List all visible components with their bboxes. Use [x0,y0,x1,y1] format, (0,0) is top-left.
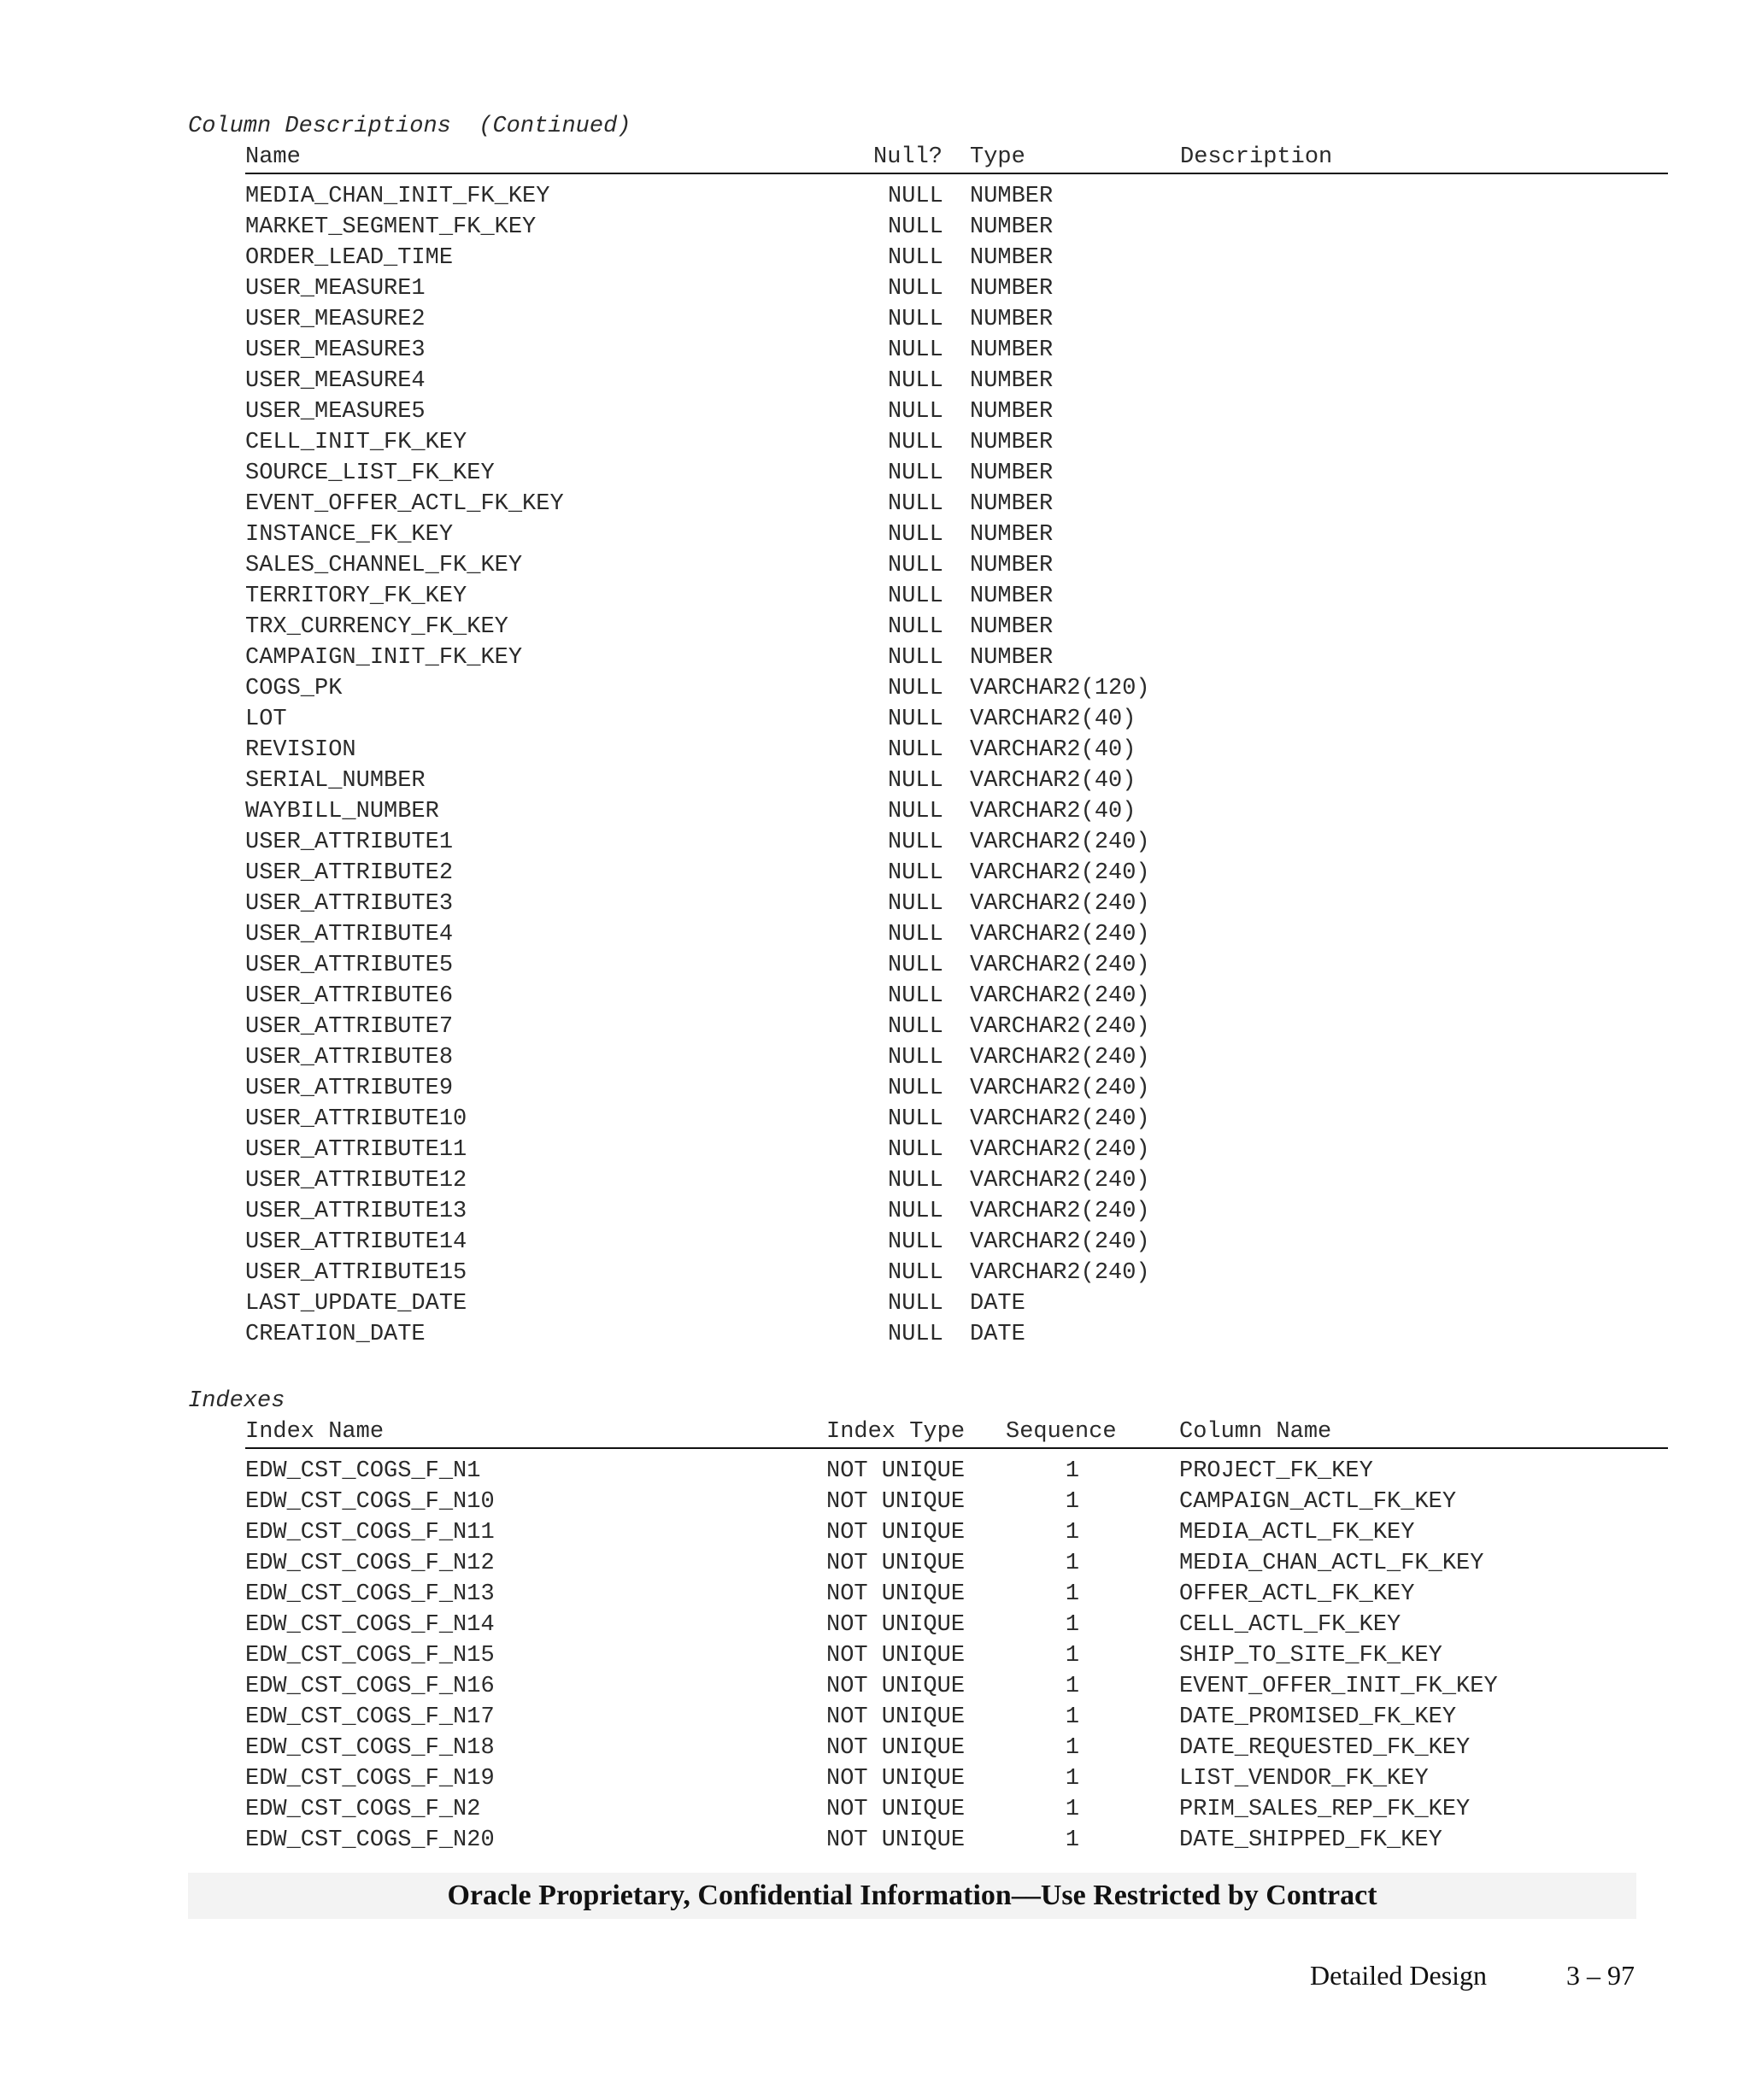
index-column-name: EVENT_OFFER_INIT_FK_KEY [1179,1674,1498,1699]
index-column-name: DATE_SHIPPED_FK_KEY [1179,1827,1442,1853]
column-type: NUMBER [970,430,1054,455]
column-type: VARCHAR2(40) [970,707,1136,732]
column-row [245,1258,1668,1288]
column-row [245,919,1668,950]
column-row [245,581,1668,612]
column-type: VARCHAR2(240) [970,1076,1150,1101]
column-null: NULL [888,768,943,794]
column-row [245,519,1668,550]
column-name: EVENT_OFFER_ACTL_FK_KEY [245,491,564,517]
column-null: NULL [888,307,943,332]
column-row [245,981,1668,1012]
column-name: USER_ATTRIBUTE2 [245,860,454,886]
column-row [245,642,1668,673]
index-row [245,1548,1668,1579]
column-row [245,458,1668,489]
index-sequence: 1 [1065,1674,1080,1699]
column-null: NULL [888,737,943,763]
column-row [245,273,1668,304]
column-row [245,1073,1668,1104]
column-row [245,181,1668,212]
column-table-header [245,142,1668,174]
column-name: USER_MEASURE3 [245,337,426,363]
index-type: NOT UNIQUE [826,1704,966,1730]
column-null: NULL [888,1260,943,1286]
column-name: USER_ATTRIBUTE9 [245,1076,454,1101]
index-column-name: LIST_VENDOR_FK_KEY [1179,1766,1429,1792]
column-type: VARCHAR2(40) [970,768,1136,794]
index-type: NOT UNIQUE [826,1827,966,1853]
column-type: VARCHAR2(120) [970,676,1150,701]
index-type: NOT UNIQUE [826,1458,966,1484]
column-name: WAYBILL_NUMBER [245,799,439,824]
column-table-body [245,181,1668,1350]
column-type: NUMBER [970,214,1054,240]
index-row [245,1456,1668,1487]
column-type: VARCHAR2(240) [970,830,1150,855]
column-null: NULL [888,1168,943,1194]
column-type: NUMBER [970,399,1054,425]
column-type: VARCHAR2(240) [970,983,1150,1009]
column-name: USER_ATTRIBUTE7 [245,1014,454,1040]
column-null: NULL [888,399,943,425]
column-name: SALES_CHANNEL_FK_KEY [245,553,523,578]
column-null: NULL [888,1045,943,1071]
index-type: NOT UNIQUE [826,1489,966,1515]
index-name: EDW_CST_COGS_F_N15 [245,1643,495,1669]
column-name: CREATION_DATE [245,1322,426,1347]
column-null: NULL [888,1014,943,1040]
index-sequence: 1 [1065,1551,1080,1576]
index-name: EDW_CST_COGS_F_N16 [245,1674,495,1699]
header-name: Name [245,144,301,170]
index-table-header [245,1417,1668,1449]
column-null: NULL [888,1291,943,1317]
column-name: ORDER_LEAD_TIME [245,245,454,271]
column-name: LOT [245,707,287,732]
header-sequence: Sequence [1006,1419,1117,1445]
header-type: Type [970,144,1025,170]
index-type: NOT UNIQUE [826,1674,966,1699]
index-sequence: 1 [1065,1612,1080,1638]
column-type: NUMBER [970,522,1054,548]
column-row [245,489,1668,519]
column-null: NULL [888,1076,943,1101]
column-name: USER_ATTRIBUTE4 [245,922,454,947]
column-type: VARCHAR2(240) [970,1199,1150,1224]
column-row [245,827,1668,858]
column-null: NULL [888,799,943,824]
index-row [245,1517,1668,1548]
column-null: NULL [888,1106,943,1132]
column-type: VARCHAR2(240) [970,1106,1150,1132]
column-name: USER_ATTRIBUTE10 [245,1106,467,1132]
column-row [245,950,1668,981]
header-column-name: Column Name [1179,1419,1332,1445]
index-row [245,1610,1668,1640]
column-null: NULL [888,922,943,947]
column-row [245,1196,1668,1227]
column-row [245,1042,1668,1073]
index-type: NOT UNIQUE [826,1766,966,1792]
index-name: EDW_CST_COGS_F_N17 [245,1704,495,1730]
column-null: NULL [888,460,943,486]
index-type: NOT UNIQUE [826,1643,966,1669]
index-row [245,1794,1668,1825]
column-name: USER_ATTRIBUTE1 [245,830,454,855]
index-name: EDW_CST_COGS_F_N14 [245,1612,495,1638]
column-type: NUMBER [970,614,1054,640]
index-column-name: DATE_REQUESTED_FK_KEY [1179,1735,1471,1761]
column-null: NULL [888,1137,943,1163]
column-name: USER_ATTRIBUTE3 [245,891,454,917]
column-null: NULL [888,214,943,240]
column-row [245,335,1668,366]
column-row [245,243,1668,273]
column-null: NULL [888,337,943,363]
column-row [245,796,1668,827]
column-row [245,1135,1668,1165]
column-type: VARCHAR2(240) [970,1137,1150,1163]
column-name: COGS_PK [245,676,343,701]
index-type: NOT UNIQUE [826,1612,966,1638]
column-name: USER_ATTRIBUTE8 [245,1045,454,1071]
column-row [245,212,1668,243]
column-name: REVISION [245,737,356,763]
column-null: NULL [888,1199,943,1224]
column-type: VARCHAR2(240) [970,891,1150,917]
column-type: VARCHAR2(240) [970,953,1150,978]
column-type: NUMBER [970,337,1054,363]
index-name: EDW_CST_COGS_F_N1 [245,1458,481,1484]
column-name: INSTANCE_FK_KEY [245,522,454,548]
column-row [245,766,1668,796]
column-type: NUMBER [970,245,1054,271]
column-row [245,612,1668,642]
column-type: VARCHAR2(40) [970,799,1136,824]
index-name: EDW_CST_COGS_F_N11 [245,1520,495,1546]
column-type: VARCHAR2(240) [970,1045,1150,1071]
index-sequence: 1 [1065,1827,1080,1853]
column-name: USER_ATTRIBUTE12 [245,1168,467,1194]
column-row [245,1104,1668,1135]
index-column-name: CAMPAIGN_ACTL_FK_KEY [1179,1489,1457,1515]
column-type: NUMBER [970,276,1054,302]
column-type: NUMBER [970,460,1054,486]
index-column-name: CELL_ACTL_FK_KEY [1179,1612,1401,1638]
column-null: NULL [888,953,943,978]
column-type: NUMBER [970,645,1054,671]
header-index-type: Index Type [826,1419,966,1445]
column-type: VARCHAR2(240) [970,860,1150,886]
column-null: NULL [888,522,943,548]
index-name: EDW_CST_COGS_F_N18 [245,1735,495,1761]
indexes-table [245,1417,1668,1856]
column-null: NULL [888,276,943,302]
column-name: USER_ATTRIBUTE11 [245,1137,467,1163]
column-type: NUMBER [970,307,1054,332]
column-type: VARCHAR2(240) [970,1229,1150,1255]
column-type: NUMBER [970,553,1054,578]
column-name: USER_MEASURE1 [245,276,426,302]
index-name: EDW_CST_COGS_F_N10 [245,1489,495,1515]
index-type: NOT UNIQUE [826,1797,966,1822]
column-name: LAST_UPDATE_DATE [245,1291,467,1317]
column-null: NULL [888,707,943,732]
index-sequence: 1 [1065,1797,1080,1822]
column-row [245,550,1668,581]
index-column-name: DATE_PROMISED_FK_KEY [1179,1704,1457,1730]
index-sequence: 1 [1065,1766,1080,1792]
column-null: NULL [888,983,943,1009]
column-row [245,673,1668,704]
index-sequence: 1 [1065,1643,1080,1669]
column-type: NUMBER [970,184,1054,209]
index-name: EDW_CST_COGS_F_N13 [245,1581,495,1607]
column-type: VARCHAR2(240) [970,922,1150,947]
column-null: NULL [888,430,943,455]
column-row [245,1227,1668,1258]
index-row [245,1640,1668,1671]
column-null: NULL [888,245,943,271]
column-row [245,427,1668,458]
column-null: NULL [888,860,943,886]
column-name: USER_ATTRIBUTE6 [245,983,454,1009]
column-null: NULL [888,1229,943,1255]
column-type: VARCHAR2(40) [970,737,1136,763]
index-type: NOT UNIQUE [826,1581,966,1607]
column-row [245,1288,1668,1319]
column-row [245,1319,1668,1350]
column-type: NUMBER [970,368,1054,394]
index-column-name: PROJECT_FK_KEY [1179,1458,1373,1484]
column-name: SERIAL_NUMBER [245,768,426,794]
header-null: Null? [873,144,943,170]
header-index-name: Index Name [245,1419,385,1445]
index-type: NOT UNIQUE [826,1520,966,1546]
index-column-name: MEDIA_ACTL_FK_KEY [1179,1520,1415,1546]
column-null: NULL [888,184,943,209]
column-type: VARCHAR2(240) [970,1260,1150,1286]
column-null: NULL [888,584,943,609]
column-null: NULL [888,830,943,855]
column-null: NULL [888,491,943,517]
column-name: TRX_CURRENCY_FK_KEY [245,614,508,640]
index-type: NOT UNIQUE [826,1551,966,1576]
column-name: USER_MEASURE5 [245,399,426,425]
column-type: NUMBER [970,584,1054,609]
index-row [245,1487,1668,1517]
index-type: NOT UNIQUE [826,1735,966,1761]
column-name: USER_ATTRIBUTE5 [245,953,454,978]
footer-page-number: 3 – 97 [1566,1960,1635,1991]
column-type: DATE [970,1291,1025,1317]
index-sequence: 1 [1065,1704,1080,1730]
column-type: VARCHAR2(240) [970,1014,1150,1040]
column-row [245,304,1668,335]
index-column-name: OFFER_ACTL_FK_KEY [1179,1581,1415,1607]
index-row [245,1763,1668,1794]
column-name: USER_ATTRIBUTE15 [245,1260,467,1286]
indexes-title: Indexes [188,1388,285,1414]
index-row [245,1733,1668,1763]
confidentiality-banner: Oracle Proprietary, Confidential Information––Use Restricted by Contract [188,1873,1636,1919]
index-column-name: PRIM_SALES_REP_FK_KEY [1179,1797,1471,1822]
index-sequence: 1 [1065,1581,1080,1607]
index-name: EDW_CST_COGS_F_N19 [245,1766,495,1792]
index-name: EDW_CST_COGS_F_N12 [245,1551,495,1576]
index-sequence: 1 [1065,1489,1080,1515]
column-descriptions-table [245,142,1668,1350]
index-row [245,1579,1668,1610]
index-row [245,1702,1668,1733]
column-name: TERRITORY_FK_KEY [245,584,467,609]
index-column-name: MEDIA_CHAN_ACTL_FK_KEY [1179,1551,1484,1576]
column-row [245,1012,1668,1042]
column-name: USER_MEASURE2 [245,307,426,332]
column-name: CELL_INIT_FK_KEY [245,430,467,455]
column-name: MEDIA_CHAN_INIT_FK_KEY [245,184,550,209]
column-type: NUMBER [970,491,1054,517]
column-null: NULL [888,645,943,671]
column-row [245,704,1668,735]
index-column-name: SHIP_TO_SITE_FK_KEY [1179,1643,1442,1669]
index-name: EDW_CST_COGS_F_N2 [245,1797,481,1822]
column-row [245,1165,1668,1196]
column-row [245,366,1668,396]
column-null: NULL [888,891,943,917]
column-null: NULL [888,1322,943,1347]
index-sequence: 1 [1065,1520,1080,1546]
column-row [245,396,1668,427]
column-null: NULL [888,676,943,701]
header-description: Description [1180,144,1333,170]
index-sequence: 1 [1065,1458,1080,1484]
column-name: USER_MEASURE4 [245,368,426,394]
index-row [245,1671,1668,1702]
column-null: NULL [888,553,943,578]
column-name: SOURCE_LIST_FK_KEY [245,460,495,486]
index-sequence: 1 [1065,1735,1080,1761]
index-name: EDW_CST_COGS_F_N20 [245,1827,495,1853]
column-null: NULL [888,368,943,394]
column-name: USER_ATTRIBUTE14 [245,1229,467,1255]
column-type: VARCHAR2(240) [970,1168,1150,1194]
column-name: USER_ATTRIBUTE13 [245,1199,467,1224]
footer-section-title: Detailed Design [1310,1960,1488,1991]
column-descriptions-title: Column Descriptions (Continued) [188,114,631,139]
column-row [245,735,1668,766]
index-row [245,1825,1668,1856]
column-name: MARKET_SEGMENT_FK_KEY [245,214,537,240]
column-null: NULL [888,614,943,640]
column-row [245,858,1668,889]
column-row [245,889,1668,919]
index-table-body [245,1456,1668,1856]
column-type: DATE [970,1322,1025,1347]
column-name: CAMPAIGN_INIT_FK_KEY [245,645,523,671]
